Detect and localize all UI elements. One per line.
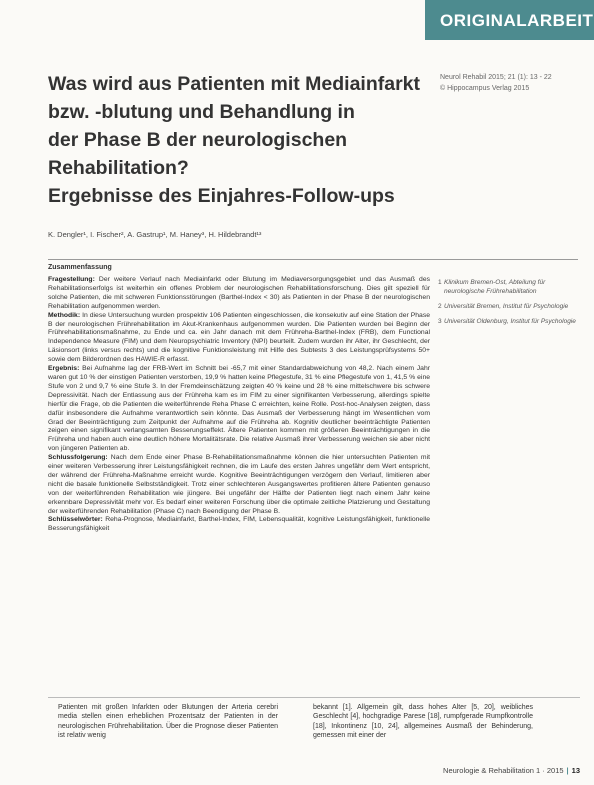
footer-separator: | [566, 766, 569, 775]
affiliation-number: 3 [438, 318, 442, 325]
abstract-keywords [48, 516, 430, 534]
abstract-text: Bei Aufnahme lag der FRB-Wert im Schnitt bei -65,7 mit einer Standardabweichung von 48,2. Nach einem Jahr waren gut 10 % der einstigen Patienten verstorben, 19,9 % hatten keine Pflegestufe, 31 % eine Pflegestufe von 1, 41,5 % eine Stufe von 2 und 9,7 % eine Stufe 3. In der Fremdeinschätzung zeigten 40 % keine und 28 % eine mittelschwere bis schwere Depressivität. Nach der Entlassung aus der Frühreha kam es im FIM zu einer signifikanten Verbesserung, allerdings spielte hierfür die Frage, ob die Patienten die weiterführende Reha Phase C erreichten, keine Rolle. Post-hoc-Analysen zeigten, dass dafür insbesondere die Aufnahme verantwortlich sein könnte. Das Ausmaß der Verbesserung hängt im Wesentlichen vom Grad der Beeinträchtigung zum Zeitpunkt der Aufnahme auf die Frühreha ab. Kognitiv deutlicher beeinträchtigte Patienten zeigen einen signifikant verlangsamten Besserungseffekt. Ältere Patienten kommen mit größeren Beeinträchtigungen in die Frühreha und haben auch eine deutlich höhere Mortalitätsrate. Die relative Ausmaß ihrer Verbesserung weichen sie aber nicht von jüngeren Patienten ab. [48, 365, 430, 453]
citation-publisher: © Hippocampus Verlag 2015 [440, 85, 530, 92]
abstract-text: Nach dem Ende einer Phase B-Rehabilitationsmaßnahme können die hier untersuchten Patienten mit einer weiteren Verbesserung ihrer Leistungsfähigkeit rechnen, die im Laufe des ersten Jahres ungefähr dem Wert entspricht, der während der Frühreha-Maßnahme erreicht wurde. Kognitive Beeinträchtigungen verzögern den Verlauf, limitieren aber nicht die basale funktionelle Selbstständigkeit. Trotz einer schlechteren Ausgangswertes profitieren ältere Patienten genauso von der weiterführenden Rehabilitation wie jüngere. Bei ungefähr der Hälfte der Patienten liegt nach einem Jahr keine erkennbare Depressivität mehr vor. Es bedarf einer weiteren Forschung über die optimale zeitliche Platzierung und Gestaltung der weiterführenden Rehabilitation (Phase C) nach Beendigung der Phase B. [48, 454, 430, 515]
abstract-text: In diese Untersuchung wurden prospektiv 106 Patienten eingeschlossen, die konsekutiv auf eine Station der Phase B der neurologischen Frührehabilitation im Akut-Krankenhaus aufgenommen wurden. Die Patienten wurden bei Beginn der Frührehabilitationsmaßnahme, zu Ende und ca. ein Jahr danach mit dem Frühreha-Barthel-Index (FRB), dem Functional Independence Measure (FIM) und dem Neuropsychiatric Inventory (NPI) beurteilt. Zudem wurden ihr Alter, ihr Geschlecht, der Läsionsort (links versus rechts) und die kognitive Funktionsleistung mit Hilfe des Subtests 3 des Leistungsprüfsystems 50+ sowie dem Bilderordnen des HAWIE-R erfasst. [48, 311, 430, 364]
page-number: 13 [571, 766, 580, 775]
abstract-label: Fragestellung: [48, 276, 95, 283]
title-line: bzw. -blutung und Behandlung in [48, 101, 355, 123]
footer-journal: Neurologie & Rehabilitation 1 · 2015 [443, 766, 564, 775]
abstract-schluss [48, 454, 430, 516]
divider [48, 697, 580, 698]
abstract-text: Der weitere Verlauf nach Mediainfarkt oder Blutung im Mediaversorgungsgebiet und das Ausmaß des Rehabilitationserfolgs ist weiterhin ein offenes Problem der neurologischen Rehabilitationsforschung. Dies gilt speziell für solche Patienten, die mit schweren Funktionsstörungen (Barthel-Index < 30) als Patienten in der Phase B der neurologischen Rehabilitation aufgenommen werden. [48, 276, 430, 310]
abstract-body [48, 276, 430, 534]
page-footer [430, 766, 580, 775]
affiliation-number: 2 [438, 303, 442, 310]
abstract-label: Schlussfolgerung: [48, 454, 108, 462]
body-column-left: Patienten mit großen Infarkten oder Blutungen der Arteria cerebri media stellen einen erheblichen Prozentsatz der Patienten in der neurologischen Frührehabilitation. Über die Prognose dieser Patienten ist relativ wenig [58, 704, 278, 740]
title-line: Rehabilitation? [48, 157, 189, 179]
abstract-text: Reha-Prognose, Mediainfarkt, Barthel-Index, FIM, Lebensqualität, kognitive Leistungsfähigkeit, funktionelle Besserungsfähigkeit [48, 516, 430, 533]
affiliation-item [438, 278, 580, 296]
article-title [48, 70, 428, 210]
divider [48, 259, 578, 260]
affiliation-text: Klinikum Bremen-Ost, Abteilung für neurologische Frührehabilitation [444, 279, 546, 295]
title-line: Ergebnisse des Einjahres-Follow-ups [48, 185, 395, 207]
title-line: der Phase B der neurologischen [48, 129, 348, 151]
affiliation-item [438, 317, 580, 326]
abstract-heading: Zusammenfassung [48, 264, 112, 271]
abstract-label: Ergebnis: [48, 365, 80, 373]
citation-info [440, 72, 580, 94]
section-banner: ORIGINALARBEIT [425, 0, 594, 40]
abstract-ergebnis [48, 365, 430, 454]
abstract-methodik [48, 312, 430, 365]
affiliation-number: 1 [438, 279, 442, 286]
affiliation-item [438, 302, 580, 311]
body-column-right: bekannt [1]. Allgemein gilt, dass hohes Alter [5, 20], weibliches Geschlecht [4], hochgradige Parese [18], rumpfgerade Rumpfkontrolle [18], Inkontinenz [10, 24], allgemeines Ausmaß der Behinderung, gemessen mit einer der [313, 704, 533, 740]
abstract-label: Schlüsselwörter: [48, 516, 103, 524]
title-line: Was wird aus Patienten mit Mediainfarkt [48, 73, 421, 95]
abstract-fragestellung [48, 276, 430, 312]
affiliation-text: Universität Oldenburg, Institut für Psychologie [444, 318, 576, 325]
affiliation-text: Universität Bremen, Institut für Psychologie [444, 303, 569, 310]
affiliations [438, 278, 580, 332]
abstract-label: Methodik: [48, 311, 81, 319]
author-list: K. Dengler¹, I. Fischer², A. Gastrup¹, M. Haney³, H. Hildebrandt¹³ [48, 230, 262, 239]
citation-journal: Neurol Rehabil 2015; 21 (1): 13 - 22 [440, 74, 552, 81]
